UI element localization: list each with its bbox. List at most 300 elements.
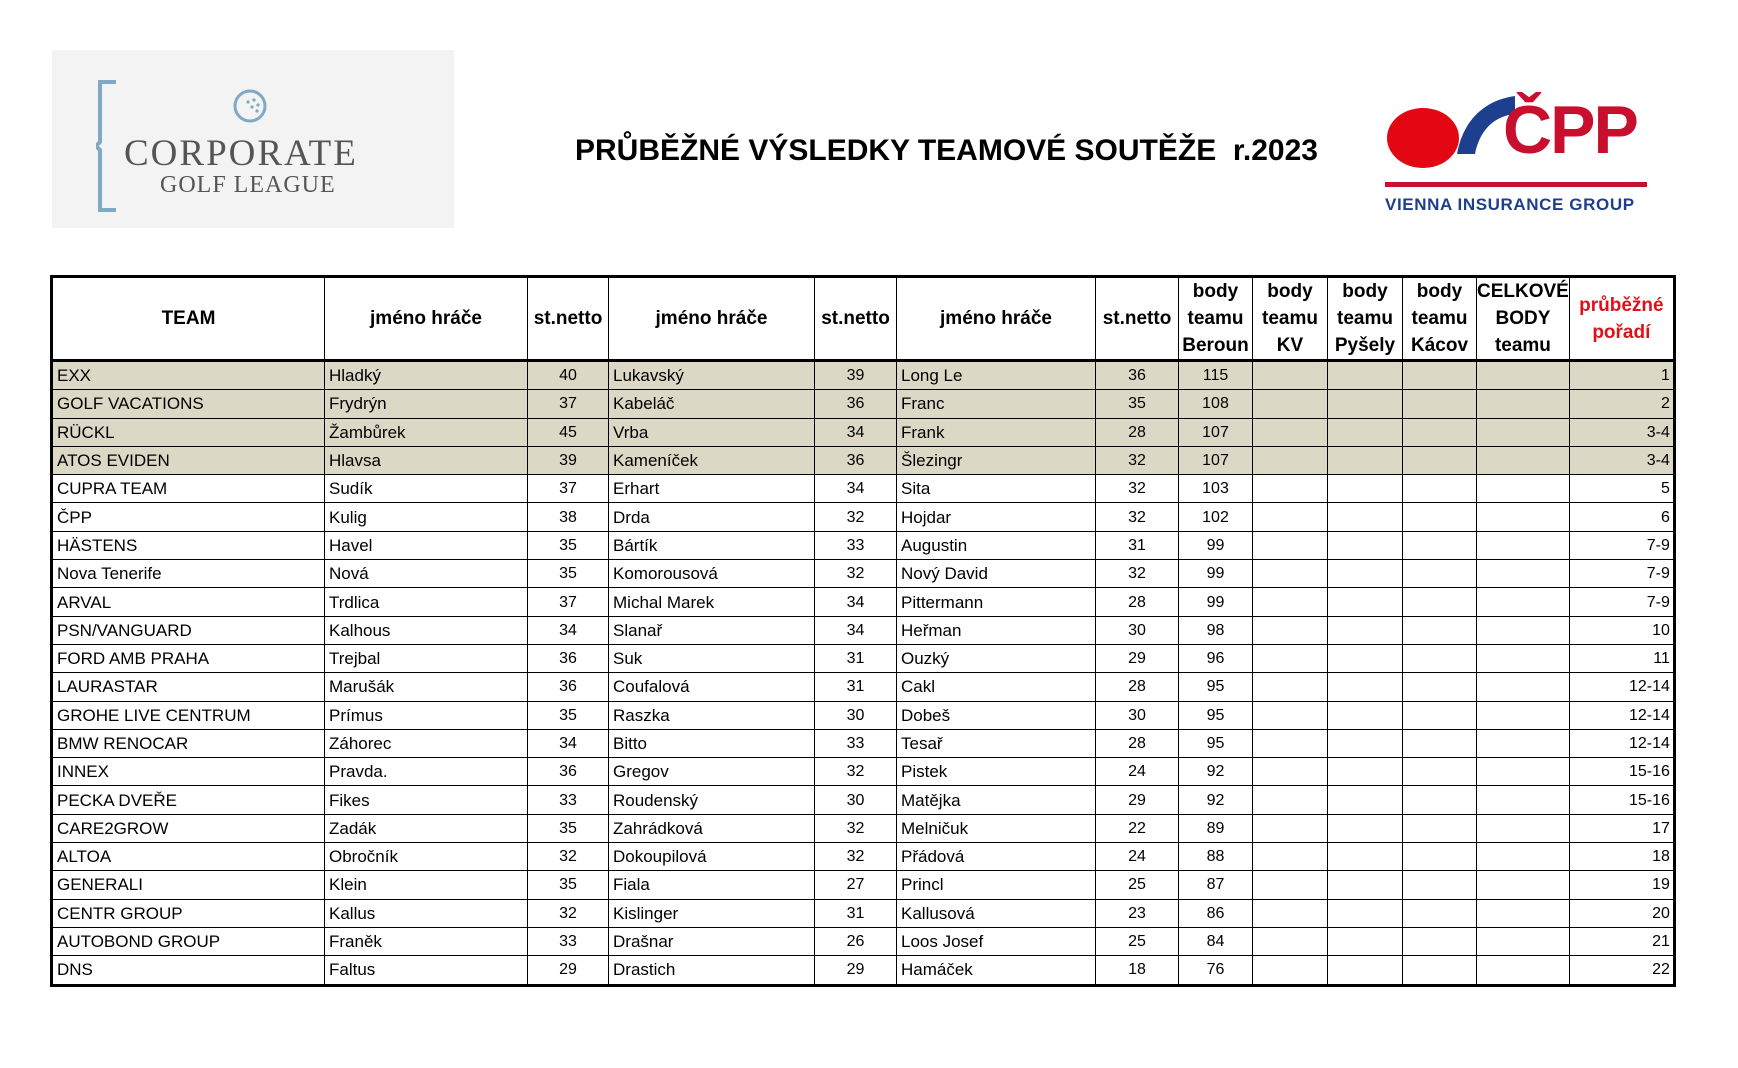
points-kv — [1253, 899, 1328, 927]
team-name: GROHE LIVE CENTRUM — [52, 701, 325, 729]
table-row — [52, 644, 1675, 672]
player-1-score: 33 — [528, 786, 609, 814]
player-1-name: Pravda. — [325, 758, 528, 786]
player-2-score: 32 — [815, 560, 897, 588]
team-name: RÜCKL — [52, 418, 325, 446]
table-row — [52, 418, 1675, 446]
table-row — [52, 871, 1675, 899]
player-3-score: 32 — [1096, 560, 1179, 588]
rank: 18 — [1569, 843, 1674, 871]
player-2-score: 32 — [815, 758, 897, 786]
points-beroun: 98 — [1179, 616, 1253, 644]
player-3-score: 18 — [1096, 956, 1179, 985]
points-kv — [1253, 786, 1328, 814]
rank: 3-4 — [1569, 418, 1674, 446]
player-1-name: Kallus — [325, 899, 528, 927]
rank: 22 — [1569, 956, 1674, 985]
total-points — [1477, 758, 1570, 786]
total-points — [1477, 843, 1570, 871]
player-3-name: Loos Josef — [897, 927, 1096, 955]
table-row — [52, 588, 1675, 616]
team-name: CARE2GROW — [52, 814, 325, 842]
player-2-score: 32 — [815, 843, 897, 871]
team-name: EXX — [52, 361, 325, 390]
team-name: PSN/VANGUARD — [52, 616, 325, 644]
player-2-score: 31 — [815, 899, 897, 927]
player-2-name: Bártík — [609, 531, 815, 559]
player-2-score: 27 — [815, 871, 897, 899]
team-name: INNEX — [52, 758, 325, 786]
total-points — [1477, 729, 1570, 757]
player-1-name: Franěk — [325, 927, 528, 955]
points-kv — [1253, 503, 1328, 531]
player-1-score: 40 — [528, 361, 609, 390]
rank: 12-14 — [1569, 701, 1674, 729]
header-points-kacov: body teamu Kácov — [1403, 277, 1477, 361]
player-2-name: Erhart — [609, 475, 815, 503]
points-beroun: 95 — [1179, 701, 1253, 729]
page-title: PRŮBĚŽNÉ VÝSLEDKY TEAMOVÉ SOUTĚŽE r.2023 — [575, 134, 1318, 167]
player-3-name: Long Le — [897, 361, 1096, 390]
player-2-score: 33 — [815, 729, 897, 757]
points-pysely — [1328, 729, 1403, 757]
points-kacov — [1403, 588, 1477, 616]
rank: 6 — [1569, 503, 1674, 531]
points-kacov — [1403, 531, 1477, 559]
points-pysely — [1328, 361, 1403, 390]
player-1-score: 29 — [528, 956, 609, 985]
player-3-score: 25 — [1096, 871, 1179, 899]
points-kv — [1253, 531, 1328, 559]
player-3-name: Pittermann — [897, 588, 1096, 616]
player-3-name: Frank — [897, 418, 1096, 446]
cpp-logo-subtitle: VIENNA INSURANCE GROUP — [1385, 195, 1635, 214]
player-2-score: 34 — [815, 616, 897, 644]
total-points — [1477, 871, 1570, 899]
total-points — [1477, 588, 1570, 616]
table-row — [52, 701, 1675, 729]
player-2-score: 34 — [815, 475, 897, 503]
points-beroun: 88 — [1179, 843, 1253, 871]
points-pysely — [1328, 418, 1403, 446]
player-2-name: Fiala — [609, 871, 815, 899]
player-2-score: 34 — [815, 588, 897, 616]
points-pysely — [1328, 843, 1403, 871]
points-kv — [1253, 701, 1328, 729]
points-beroun: 107 — [1179, 418, 1253, 446]
points-kv — [1253, 390, 1328, 418]
header-points-pysely: body teamu Pyšely — [1328, 277, 1403, 361]
header-points-beroun: body teamu Beroun — [1179, 277, 1253, 361]
player-2-score: 26 — [815, 927, 897, 955]
player-1-name: Sudík — [325, 475, 528, 503]
rank: 10 — [1569, 616, 1674, 644]
points-pysely — [1328, 956, 1403, 985]
points-kv — [1253, 361, 1328, 390]
player-2-name: Vrba — [609, 418, 815, 446]
player-2-score: 31 — [815, 644, 897, 672]
table-row — [52, 899, 1675, 927]
player-2-score: 36 — [815, 390, 897, 418]
team-name: DNS — [52, 956, 325, 985]
player-3-name: Melničuk — [897, 814, 1096, 842]
points-kv — [1253, 843, 1328, 871]
player-1-name: Záhorec — [325, 729, 528, 757]
points-pysely — [1328, 616, 1403, 644]
player-2-name: Kislinger — [609, 899, 815, 927]
player-3-name: Sita — [897, 475, 1096, 503]
player-2-score: 32 — [815, 814, 897, 842]
table-row — [52, 673, 1675, 701]
rank: 1 — [1569, 361, 1674, 390]
player-2-name: Lukavský — [609, 361, 815, 390]
player-3-score: 23 — [1096, 899, 1179, 927]
rank: 2 — [1569, 390, 1674, 418]
table-row — [52, 843, 1675, 871]
header-score-3: st.netto — [1096, 277, 1179, 361]
total-points — [1477, 531, 1570, 559]
rank: 15-16 — [1569, 758, 1674, 786]
player-1-name: Hladký — [325, 361, 528, 390]
player-3-name: Dobeš — [897, 701, 1096, 729]
player-1-name: Zadák — [325, 814, 528, 842]
points-kacov — [1403, 786, 1477, 814]
player-1-name: Havel — [325, 531, 528, 559]
player-2-score: 30 — [815, 786, 897, 814]
points-kv — [1253, 588, 1328, 616]
points-beroun: 76 — [1179, 956, 1253, 985]
player-2-score: 29 — [815, 956, 897, 985]
player-3-score: 32 — [1096, 475, 1179, 503]
points-kacov — [1403, 475, 1477, 503]
table-row — [52, 956, 1675, 985]
total-points — [1477, 956, 1570, 985]
points-pysely — [1328, 871, 1403, 899]
golf-ball-icon — [232, 88, 268, 124]
team-name: GOLF VACATIONS — [52, 390, 325, 418]
points-pysely — [1328, 899, 1403, 927]
points-beroun: 103 — [1179, 475, 1253, 503]
player-3-name: Matějka — [897, 786, 1096, 814]
total-points — [1477, 899, 1570, 927]
player-1-name: Trdlica — [325, 588, 528, 616]
header-player-2: jméno hráče — [609, 277, 815, 361]
player-3-name: Hamáček — [897, 956, 1096, 985]
player-3-score: 30 — [1096, 616, 1179, 644]
player-2-name: Drda — [609, 503, 815, 531]
points-beroun: 92 — [1179, 758, 1253, 786]
points-pysely — [1328, 390, 1403, 418]
player-3-name: Augustin — [897, 531, 1096, 559]
player-2-score: 32 — [815, 503, 897, 531]
points-beroun: 115 — [1179, 361, 1253, 390]
player-1-score: 37 — [528, 475, 609, 503]
table-row — [52, 531, 1675, 559]
player-3-score: 29 — [1096, 644, 1179, 672]
header-team: TEAM — [52, 277, 325, 361]
rank: 20 — [1569, 899, 1674, 927]
points-pysely — [1328, 475, 1403, 503]
player-2-name: Bitto — [609, 729, 815, 757]
points-beroun: 96 — [1179, 644, 1253, 672]
points-beroun: 87 — [1179, 871, 1253, 899]
player-1-score: 35 — [528, 560, 609, 588]
total-points — [1477, 616, 1570, 644]
rank: 12-14 — [1569, 673, 1674, 701]
total-points — [1477, 644, 1570, 672]
logo-line-1: CORPORATE — [124, 133, 358, 174]
player-1-name: Faltus — [325, 956, 528, 985]
player-3-name: Franc — [897, 390, 1096, 418]
points-kv — [1253, 418, 1328, 446]
points-beroun: 84 — [1179, 927, 1253, 955]
player-3-score: 24 — [1096, 843, 1179, 871]
table-row — [52, 729, 1675, 757]
points-beroun: 108 — [1179, 390, 1253, 418]
team-name: BMW RENOCAR — [52, 729, 325, 757]
table-row — [52, 616, 1675, 644]
player-1-name: Kalhous — [325, 616, 528, 644]
points-kv — [1253, 673, 1328, 701]
player-1-score: 35 — [528, 531, 609, 559]
player-3-score: 31 — [1096, 531, 1179, 559]
points-kacov — [1403, 390, 1477, 418]
table-row — [52, 361, 1675, 390]
rank: 5 — [1569, 475, 1674, 503]
points-kacov — [1403, 446, 1477, 474]
points-kacov — [1403, 644, 1477, 672]
player-1-score: 37 — [528, 390, 609, 418]
player-1-score: 36 — [528, 644, 609, 672]
player-2-score: 39 — [815, 361, 897, 390]
points-pysely — [1328, 560, 1403, 588]
points-kv — [1253, 871, 1328, 899]
player-2-name: Raszka — [609, 701, 815, 729]
points-pysely — [1328, 701, 1403, 729]
team-name: CENTR GROUP — [52, 899, 325, 927]
team-name: FORD AMB PRAHA — [52, 644, 325, 672]
team-name: AUTOBOND GROUP — [52, 927, 325, 955]
team-name: GENERALI — [52, 871, 325, 899]
team-name: ČPP — [52, 503, 325, 531]
rank: 7-9 — [1569, 588, 1674, 616]
points-kacov — [1403, 956, 1477, 985]
player-3-score: 29 — [1096, 786, 1179, 814]
table-row — [52, 814, 1675, 842]
points-kacov — [1403, 871, 1477, 899]
player-3-name: Pistek — [897, 758, 1096, 786]
total-points — [1477, 786, 1570, 814]
player-3-name: Cakl — [897, 673, 1096, 701]
player-1-name: Žambůrek — [325, 418, 528, 446]
player-1-name: Marušák — [325, 673, 528, 701]
player-3-name: Nový David — [897, 560, 1096, 588]
table-row — [52, 503, 1675, 531]
total-points — [1477, 361, 1570, 390]
total-points — [1477, 814, 1570, 842]
points-pysely — [1328, 758, 1403, 786]
team-name: HÄSTENS — [52, 531, 325, 559]
player-1-name: Prímus — [325, 701, 528, 729]
points-pysely — [1328, 927, 1403, 955]
player-2-score: 36 — [815, 446, 897, 474]
points-kv — [1253, 814, 1328, 842]
cpp-emblem-icon — [1385, 92, 1515, 182]
table-row — [52, 446, 1675, 474]
player-1-name: Fikes — [325, 786, 528, 814]
rank: 15-16 — [1569, 786, 1674, 814]
bracket-icon — [96, 80, 118, 212]
points-kacov — [1403, 927, 1477, 955]
points-beroun: 102 — [1179, 503, 1253, 531]
points-kacov — [1403, 758, 1477, 786]
player-3-score: 25 — [1096, 927, 1179, 955]
player-3-score: 28 — [1096, 729, 1179, 757]
points-kv — [1253, 475, 1328, 503]
player-1-name: Kulig — [325, 503, 528, 531]
points-kv — [1253, 446, 1328, 474]
rank: 12-14 — [1569, 729, 1674, 757]
player-2-name: Coufalová — [609, 673, 815, 701]
player-3-name: Heřman — [897, 616, 1096, 644]
cpp-logo-text: ČPP — [1503, 92, 1637, 168]
points-pysely — [1328, 588, 1403, 616]
table-row — [52, 786, 1675, 814]
points-pysely — [1328, 814, 1403, 842]
points-pysely — [1328, 786, 1403, 814]
points-pysely — [1328, 446, 1403, 474]
table-row — [52, 390, 1675, 418]
player-2-name: Drašnar — [609, 927, 815, 955]
player-2-name: Kabeláč — [609, 390, 815, 418]
team-name: ALTOA — [52, 843, 325, 871]
points-beroun: 99 — [1179, 588, 1253, 616]
player-3-score: 32 — [1096, 503, 1179, 531]
total-points — [1477, 446, 1570, 474]
rank: 7-9 — [1569, 531, 1674, 559]
points-pysely — [1328, 531, 1403, 559]
player-3-name: Ouzký — [897, 644, 1096, 672]
total-points — [1477, 390, 1570, 418]
results-table-body — [52, 361, 1675, 986]
team-name: ATOS EVIDEN — [52, 446, 325, 474]
points-kacov — [1403, 701, 1477, 729]
player-2-name: Michal Marek — [609, 588, 815, 616]
rank: 17 — [1569, 814, 1674, 842]
player-3-score: 28 — [1096, 588, 1179, 616]
player-1-name: Frydrýn — [325, 390, 528, 418]
header-player-3: jméno hráče — [897, 277, 1096, 361]
team-name: PECKA DVEŘE — [52, 786, 325, 814]
points-kv — [1253, 616, 1328, 644]
table-row — [52, 758, 1675, 786]
player-3-score: 28 — [1096, 673, 1179, 701]
rank: 11 — [1569, 644, 1674, 672]
player-2-score: 33 — [815, 531, 897, 559]
player-3-name: Kallusová — [897, 899, 1096, 927]
points-beroun: 95 — [1179, 673, 1253, 701]
points-kacov — [1403, 673, 1477, 701]
player-3-score: 35 — [1096, 390, 1179, 418]
results-table — [50, 275, 1676, 987]
player-1-score: 38 — [528, 503, 609, 531]
cpp-logo-divider — [1385, 182, 1647, 187]
points-kv — [1253, 729, 1328, 757]
player-3-score: 32 — [1096, 446, 1179, 474]
player-3-score: 24 — [1096, 758, 1179, 786]
points-beroun: 89 — [1179, 814, 1253, 842]
player-1-score: 35 — [528, 701, 609, 729]
points-kacov — [1403, 361, 1477, 390]
points-pysely — [1328, 673, 1403, 701]
points-beroun: 107 — [1179, 446, 1253, 474]
table-row — [52, 475, 1675, 503]
player-1-score: 35 — [528, 871, 609, 899]
total-points — [1477, 927, 1570, 955]
points-kacov — [1403, 843, 1477, 871]
player-2-score: 34 — [815, 418, 897, 446]
player-1-score: 36 — [528, 758, 609, 786]
header-total-points: CELKOVÉ BODY teamu — [1477, 277, 1570, 361]
points-kacov — [1403, 560, 1477, 588]
player-1-score: 34 — [528, 729, 609, 757]
points-beroun: 99 — [1179, 531, 1253, 559]
points-kacov — [1403, 503, 1477, 531]
cpp-logo — [1385, 92, 1667, 222]
logo-line-2: GOLF LEAGUE — [160, 172, 336, 198]
points-kv — [1253, 927, 1328, 955]
rank: 7-9 — [1569, 560, 1674, 588]
player-2-score: 31 — [815, 673, 897, 701]
points-beroun: 99 — [1179, 560, 1253, 588]
player-1-score: 45 — [528, 418, 609, 446]
points-pysely — [1328, 644, 1403, 672]
rank: 19 — [1569, 871, 1674, 899]
header-player-1: jméno hráče — [325, 277, 528, 361]
header-points-kv: body teamu KV — [1253, 277, 1328, 361]
player-2-name: Suk — [609, 644, 815, 672]
points-kacov — [1403, 729, 1477, 757]
player-1-name: Hlavsa — [325, 446, 528, 474]
total-points — [1477, 475, 1570, 503]
total-points — [1477, 503, 1570, 531]
player-3-name: Šlezingr — [897, 446, 1096, 474]
points-beroun: 95 — [1179, 729, 1253, 757]
player-3-score: 36 — [1096, 361, 1179, 390]
table-header-row — [52, 277, 1675, 361]
player-2-name: Gregov — [609, 758, 815, 786]
team-name: Nova Tenerife — [52, 560, 325, 588]
player-2-name: Roudenský — [609, 786, 815, 814]
points-kacov — [1403, 616, 1477, 644]
points-kacov — [1403, 814, 1477, 842]
player-1-score: 34 — [528, 616, 609, 644]
team-name: ARVAL — [52, 588, 325, 616]
team-name: LAURASTAR — [52, 673, 325, 701]
player-1-score: 33 — [528, 927, 609, 955]
player-1-score: 37 — [528, 588, 609, 616]
rank: 21 — [1569, 927, 1674, 955]
corporate-golf-league-logo — [52, 50, 454, 228]
player-1-score: 36 — [528, 673, 609, 701]
player-3-name: Hojdar — [897, 503, 1096, 531]
rank: 3-4 — [1569, 446, 1674, 474]
player-1-name: Nová — [325, 560, 528, 588]
player-2-score: 30 — [815, 701, 897, 729]
points-kv — [1253, 758, 1328, 786]
player-3-name: Přádová — [897, 843, 1096, 871]
total-points — [1477, 673, 1570, 701]
